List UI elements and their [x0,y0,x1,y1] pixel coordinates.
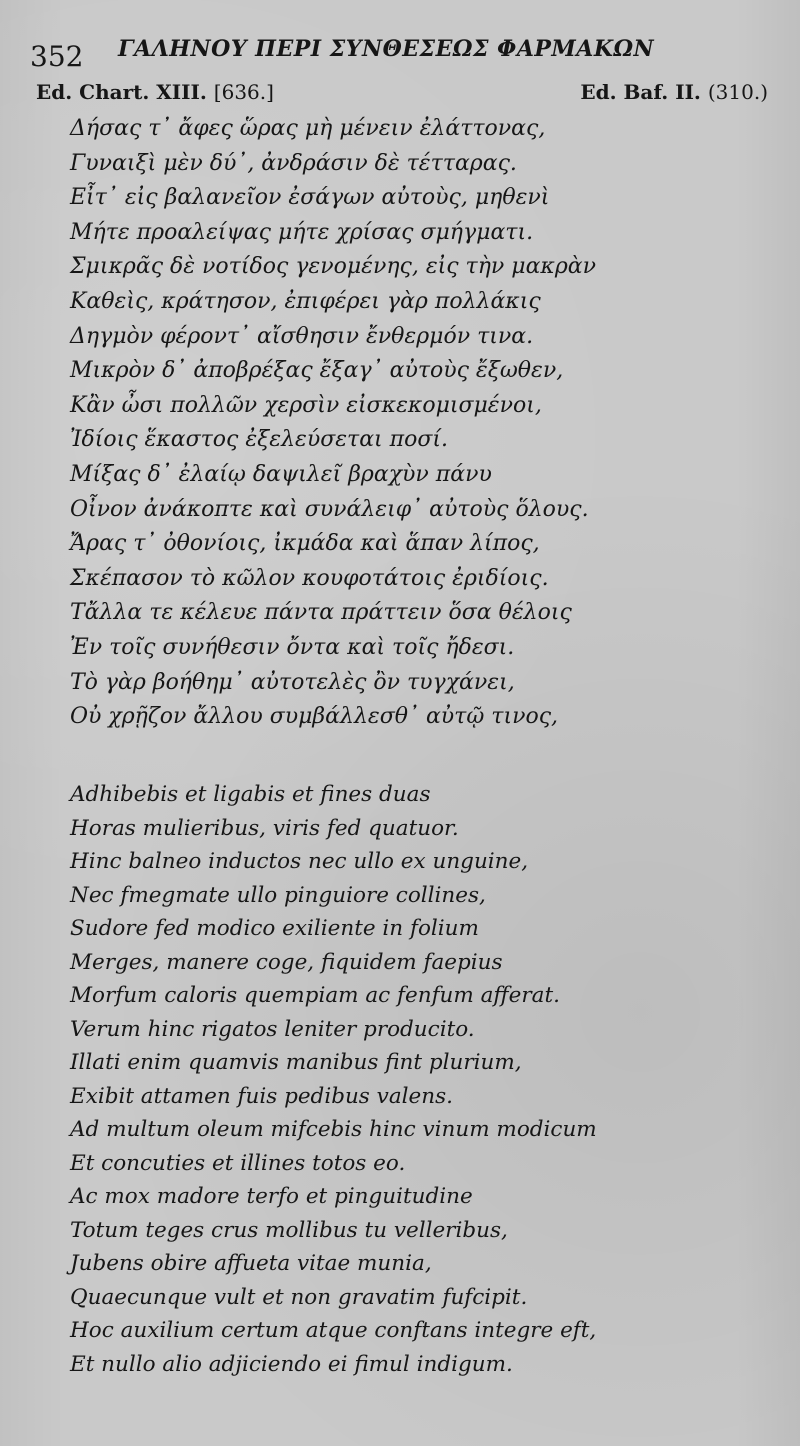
greek-verse-line: Τὸ γὰρ βοήθημ᾽ αὐτοτελὲς ὂν τυγχάνει, [70,669,515,695]
latin-verse-line: Et nullo alio adjiciendo ei fimul indigum. [70,1351,513,1377]
edition-basel-label: Ed. Baf. II. [580,80,701,104]
running-head: ΓΑΛΗΝΟΥ ΠΕΡΙ ΣΥΝΘΕΣΕΩΣ ΦΑΡΜΑΚΩΝ [118,36,655,62]
latin-verse-line: Morfum caloris quempiam ac fenfum afferat. [70,983,560,1008]
latin-verse-block [70,778,770,1381]
latin-verse-line: Horas mulieribus, viris fed quatuor. [70,815,459,841]
edition-chartier-ref: [636.] [213,80,274,104]
greek-verse-line: Ἐν τοῖς συνήθεσιν ὄντα καὶ τοῖς ἤδεσι. [70,634,515,660]
latin-verse-line: Sudore fed modico exiliente in folium [70,916,479,941]
latin-verse-line: Et concuties et illines totos eo. [70,1150,406,1176]
edition-basel-ref: (310.) [707,80,768,104]
latin-verse-line: Exibit attamen fuis pedibus valens. [70,1083,453,1109]
edition-chartier [36,80,274,104]
greek-verse-line: Σκέπασον τὸ κῶλον κουφοτάτοις ἐριδίοις. [70,565,549,591]
greek-verse-line: Μικρὸν δ᾽ ἀποβρέξας ἔξαγ᾽ αὐτοὺς ἔξωθεν, [70,358,564,384]
greek-verse-line: Οἶνον ἀνάκοπτε καὶ συνάλειφ᾽ αὐτοὺς ὅλους. [70,496,589,522]
latin-verse-line: Quaecunque vult et non gravatim fufcipit. [70,1284,528,1310]
greek-verse-line: Δηγμὸν φέροντ᾽ αἴσθησιν ἔνθερμόν τινα. [70,323,534,349]
greek-verse-line: Κἂν ὦσι πολλῶν χερσὶν εἰσκεκομισμένοι, [70,392,542,418]
greek-verse-line: Οὐ χρῇζον ἄλλου συμβάλλεσθ᾽ αὐτῷ τινος, [70,704,559,730]
edition-chartier-label: Ed. Chart. XIII. [36,80,207,104]
latin-verse-line: Ac mox madore terfo et pinguitudine [70,1184,473,1209]
greek-verse-line: Τἄλλα τε κέλευε πάντα πράττειν ὅσα θέλοις [70,600,572,626]
page-number: 352 [30,40,84,73]
greek-verse-line: Καθεὶς, κράτησον, ἐπιφέρει γὰρ πολλάκις [70,288,541,314]
greek-verse-line: Γυναιξὶ μὲν δύ᾽, ἀνδράσιν δὲ τέτταρας. [70,150,517,176]
greek-verse-block [70,112,770,735]
latin-verse-line: Ad multum oleum mifcebis hinc vinum modicum [70,1117,597,1142]
latin-verse-line: Verum hinc rigatos leniter producito. [70,1016,475,1042]
latin-verse-line: Merges, manere coge, fiquidem faepius [70,949,503,975]
greek-verse-line: Ἄρας τ᾽ ὀθονίοις, ἰκμάδα καὶ ἅπαν λίπος, [70,531,540,557]
greek-verse-line: Μίξας δ᾽ ἐλαίῳ δαψιλεῖ βραχὺν πάνυ [70,461,492,487]
latin-verse-line: Hoc auxilium certum atque conftans integre eft, [70,1318,597,1343]
greek-verse-line: Μήτε προαλείψας μήτε χρίσας σμήγματι. [70,219,534,245]
latin-verse-line: Hinc balneo inductos nec ullo ex unguine, [70,849,529,874]
greek-verse-line: Δήσας τ᾽ ἄφες ὥρας μὴ μένειν ἐλάττονας, [70,116,546,141]
latin-verse-line: Adhibebis et ligabis et fines duas [70,782,431,807]
latin-verse-line: Nec fmegmate ullo pinguiore collines, [70,882,486,908]
greek-verse-line: Εἶτ᾽ εἰς βαλανεῖον ἐσάγων αὐτοὺς, μηθενὶ [70,185,550,211]
latin-verse-line: Jubens obire affueta vitae munia, [70,1251,432,1276]
greek-verse-line: Ἰδίοις ἕκαστος ἐξελεύσεται ποσί. [70,427,449,453]
latin-verse-line: Illati enim quamvis manibus fint plurium, [70,1050,522,1075]
edition-references [36,80,768,110]
latin-verse-line: Totum teges crus mollibus tu velleribus, [70,1217,508,1243]
edition-basel [580,80,768,104]
greek-verse-line: Σμικρᾶς δὲ νοτίδος γενομένης, εἰς τὴν μακρὰν [70,254,597,280]
page-header [30,36,770,72]
